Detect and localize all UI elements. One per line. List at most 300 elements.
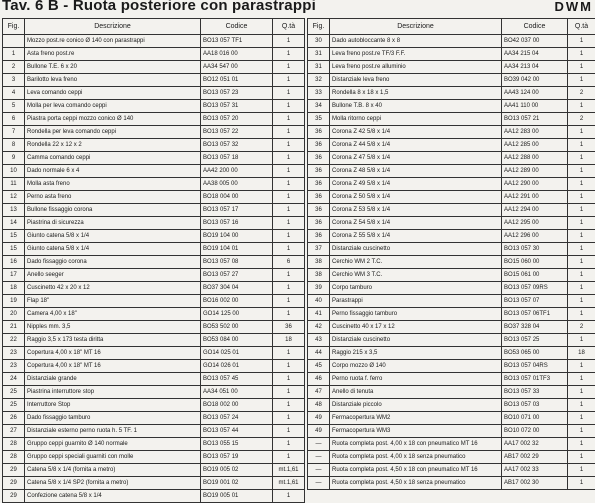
description-cell: Distanziale grande [25, 373, 201, 386]
fig-cell: 15 [3, 230, 25, 243]
description-cell: Barilotto leva freno [25, 74, 201, 87]
qty-cell: 1 [273, 412, 305, 425]
col-header-qty: Q.tà [568, 19, 595, 35]
table-row [3, 256, 305, 269]
col-header-description: Descrizione [25, 19, 201, 35]
description-cell: Ruota completa post. 4,50 x 18 senza pneumatico [330, 477, 502, 490]
table-row [3, 35, 305, 48]
code-cell: AA12 289 00 [502, 165, 568, 178]
description-cell: Perno asta freno [25, 191, 201, 204]
description-cell: Copertura 4,00 x 18" MT 16 [25, 360, 201, 373]
description-cell: Rondella per leva comando ceppi [25, 126, 201, 139]
qty-cell: 1 [568, 412, 595, 425]
code-cell: GO14 026 01 [201, 360, 273, 373]
fig-cell: 5 [3, 100, 25, 113]
description-cell: Corona Z 53 5/8 x 1/4 [330, 204, 502, 217]
code-cell: GO14 025 01 [201, 347, 273, 360]
table-row [3, 425, 305, 438]
fig-cell: — [308, 451, 330, 464]
fig-cell: 46 [308, 373, 330, 386]
qty-cell: 1 [568, 256, 595, 269]
code-cell: BO16 002 00 [201, 295, 273, 308]
fig-cell: 28 [3, 438, 25, 451]
table-row [308, 321, 595, 334]
fig-cell: 47 [308, 386, 330, 399]
code-cell: AA17 002 33 [502, 464, 568, 477]
description-cell: Copertura 4,00 x 18" MT 16 [25, 347, 201, 360]
fig-cell: 29 [3, 490, 25, 503]
code-cell: BO13 057 45 [201, 373, 273, 386]
code-cell: AA12 295 00 [502, 217, 568, 230]
table-row [3, 360, 305, 373]
description-cell: Corona Z 55 5/8 x 1/4 [330, 230, 502, 243]
qty-cell: 1 [273, 139, 305, 152]
table-row [3, 74, 305, 87]
description-cell: Distanziale esterno perno ruota h. 5 TF. 1 [25, 425, 201, 438]
fig-cell: 20 [3, 308, 25, 321]
fig-cell: 33 [308, 87, 330, 100]
description-cell: Piastra porta ceppi mozzo conico Ø 140 [25, 113, 201, 126]
fig-cell: 36 [308, 126, 330, 139]
code-cell: BO13 057 23 [201, 87, 273, 100]
table-row [308, 425, 595, 438]
description-cell: Catena 5/8 x 1/4 (fornita a metro) [25, 464, 201, 477]
qty-cell: 1 [568, 282, 595, 295]
code-cell: BO13 057 33 [502, 386, 568, 399]
table-row [308, 204, 595, 217]
col-header-qty: Q.tà [273, 19, 305, 35]
fig-cell: 48 [308, 399, 330, 412]
qty-cell: 1 [568, 35, 595, 48]
qty-cell: 1 [568, 126, 595, 139]
code-cell: BO13 057 03 [502, 399, 568, 412]
description-cell: Confezione catena 5/8 x 1/4 [25, 490, 201, 503]
code-cell: BO13 057 20 [201, 113, 273, 126]
code-cell: BO13 057 06TF1 [502, 308, 568, 321]
code-cell: BO13 057 19 [201, 451, 273, 464]
qty-cell: 1 [568, 386, 595, 399]
table-row [3, 165, 305, 178]
qty-cell: 1 [273, 230, 305, 243]
fig-cell: — [308, 464, 330, 477]
fig-cell: 6 [3, 113, 25, 126]
qty-cell: 1 [273, 126, 305, 139]
fig-cell: 36 [308, 152, 330, 165]
qty-cell: 1 [568, 74, 595, 87]
qty-cell: mt.1,61 [273, 464, 305, 477]
description-cell: Dado fissaggio corona [25, 256, 201, 269]
qty-cell: 1 [273, 438, 305, 451]
qty-cell: 1 [273, 282, 305, 295]
qty-cell: 1 [568, 100, 595, 113]
code-cell: BO19 001 02 [201, 477, 273, 490]
qty-cell: 1 [568, 191, 595, 204]
qty-cell: 1 [568, 334, 595, 347]
code-cell: AA18 016 00 [201, 48, 273, 61]
qty-cell: 1 [568, 295, 595, 308]
code-cell: BO13 057 27 [201, 269, 273, 282]
fig-cell [3, 35, 25, 48]
code-cell: BO19 104 01 [201, 243, 273, 256]
description-cell: Cerchio WM 2 T.C. [330, 256, 502, 269]
table-row [3, 230, 305, 243]
table-row [3, 113, 305, 126]
description-cell: Asta freno post.re [25, 48, 201, 61]
qty-cell: 1 [273, 360, 305, 373]
qty-cell: 1 [273, 386, 305, 399]
code-cell: BO37 328 04 [502, 321, 568, 334]
table-row [308, 48, 595, 61]
table-row [308, 152, 595, 165]
fig-cell: 10 [3, 165, 25, 178]
table-row [308, 217, 595, 230]
description-cell: Leva comando ceppi [25, 87, 201, 100]
qty-cell: 1 [568, 373, 595, 386]
qty-cell: 1 [568, 204, 595, 217]
description-cell: Rondella 22 x 12 x 2 [25, 139, 201, 152]
code-cell: BO13 057 TF1 [201, 35, 273, 48]
code-cell: AA12 283 00 [502, 126, 568, 139]
code-cell: BO37 304 04 [201, 282, 273, 295]
qty-cell: 1 [273, 399, 305, 412]
table-row [3, 152, 305, 165]
fig-cell: 41 [308, 308, 330, 321]
code-cell: AA34 547 00 [201, 61, 273, 74]
table-row [308, 477, 595, 490]
fig-cell: 36 [308, 230, 330, 243]
description-cell: Flap 18" [25, 295, 201, 308]
code-cell: BO12 051 01 [201, 74, 273, 87]
page-title: Tav. 6 B - Ruota posteriore con parastrappi [2, 0, 316, 14]
qty-cell: 1 [568, 360, 595, 373]
table-row [308, 230, 595, 243]
description-cell: Mozzo post.re conico Ø 140 con parastrappi [25, 35, 201, 48]
description-cell: Dado autobloccante 8 x 8 [330, 35, 502, 48]
fig-cell: 26 [3, 412, 25, 425]
description-cell: Giunto catena 5/8 x 1/4 [25, 243, 201, 256]
col-header-fig: Fig. [3, 19, 25, 35]
fig-cell: 16 [3, 256, 25, 269]
fig-cell: 36 [308, 217, 330, 230]
table-header-row [3, 19, 305, 35]
table-row [308, 87, 595, 100]
qty-cell: 2 [568, 113, 595, 126]
table-row [3, 321, 305, 334]
description-cell: Cuscinetto 42 x 20 x 12 [25, 282, 201, 295]
description-cell: Corona Z 47 5/8 x 1/4 [330, 152, 502, 165]
table-row [308, 438, 595, 451]
table-row [308, 451, 595, 464]
table-row [308, 464, 595, 477]
table-row [3, 412, 305, 425]
table-row [308, 360, 595, 373]
description-cell: Distanziale cuscinetto [330, 243, 502, 256]
code-cell: BO13 057 17 [201, 204, 273, 217]
description-cell: Piastrina interruttore stop [25, 386, 201, 399]
fig-cell: 7 [3, 126, 25, 139]
description-cell: Ruota completa post. 4,00 x 18 con pneumatico MT 16 [330, 438, 502, 451]
code-cell: AA12 285 00 [502, 139, 568, 152]
fig-cell: 25 [3, 386, 25, 399]
code-cell: AA43 124 00 [502, 87, 568, 100]
table-row [3, 282, 305, 295]
description-cell: Camma comando ceppi [25, 152, 201, 165]
table-row [3, 191, 305, 204]
code-cell: BO19 005 01 [201, 490, 273, 503]
qty-cell: 1 [568, 451, 595, 464]
fig-cell: 13 [3, 204, 25, 217]
table-row [308, 412, 595, 425]
code-cell: BO39 042 00 [502, 74, 568, 87]
qty-cell: 1 [568, 152, 595, 165]
table-row [3, 399, 305, 412]
table-row [3, 386, 305, 399]
fig-cell: 23 [3, 360, 25, 373]
description-cell: Ruota completa post. 4,50 x 18 con pneumatico MT 16 [330, 464, 502, 477]
code-cell: BO18 004 00 [201, 191, 273, 204]
description-cell: Catena 5/8 x 1/4 SP2 (fornita a metro) [25, 477, 201, 490]
description-cell: Rondella 8 x 18 x 1,5 [330, 87, 502, 100]
fig-cell: 44 [308, 347, 330, 360]
description-cell: Distanziale leva freno [330, 74, 502, 87]
qty-cell: 1 [273, 87, 305, 100]
fig-cell: 25 [3, 399, 25, 412]
qty-cell: 1 [568, 425, 595, 438]
fig-cell: 36 [308, 178, 330, 191]
description-cell: Fermacopertura WM3 [330, 425, 502, 438]
code-cell: BO13 057 08 [201, 256, 273, 269]
code-cell: BO53 502 00 [201, 321, 273, 334]
fig-cell: 21 [3, 321, 25, 334]
fig-cell: 37 [308, 243, 330, 256]
table-row [3, 204, 305, 217]
qty-cell: 1 [273, 204, 305, 217]
qty-cell: 1 [568, 61, 595, 74]
fig-cell: 38 [308, 269, 330, 282]
fig-cell: 15 [3, 243, 25, 256]
qty-cell: 1 [273, 152, 305, 165]
description-cell: Nipples mm. 3,5 [25, 321, 201, 334]
code-cell: GO14 125 00 [201, 308, 273, 321]
fig-cell: 14 [3, 217, 25, 230]
description-cell: Corona Z 42 5/8 x 1/4 [330, 126, 502, 139]
table-row [308, 165, 595, 178]
fig-cell: 49 [308, 412, 330, 425]
table-row [308, 191, 595, 204]
code-cell: AA12 294 00 [502, 204, 568, 217]
qty-cell: 1 [273, 35, 305, 48]
fig-cell: 31 [308, 61, 330, 74]
qty-cell: 1 [568, 269, 595, 282]
description-cell: Bullone T.E. 6 x 20 [25, 61, 201, 74]
qty-cell: 1 [568, 48, 595, 61]
table-row [3, 87, 305, 100]
fig-cell: 24 [3, 373, 25, 386]
fig-cell: 3 [3, 74, 25, 87]
fig-cell: 4 [3, 87, 25, 100]
table-row [3, 178, 305, 191]
description-cell: Gruppo ceppi guarnito Ø 140 normale [25, 438, 201, 451]
description-cell: Perno ruota f. ferro [330, 373, 502, 386]
description-cell: Ruota completa post. 4,00 x 18 senza pneumatico [330, 451, 502, 464]
table-row [308, 74, 595, 87]
code-cell: BO10 072 00 [502, 425, 568, 438]
table-row [308, 61, 595, 74]
table-row [3, 347, 305, 360]
table-row [3, 490, 305, 503]
table-row [3, 217, 305, 230]
qty-cell: 1 [273, 74, 305, 87]
qty-cell: 1 [273, 178, 305, 191]
code-cell: AA17 002 32 [502, 438, 568, 451]
fig-cell: 1 [3, 48, 25, 61]
code-cell: BO42 037 00 [502, 35, 568, 48]
qty-cell: 1 [273, 295, 305, 308]
qty-cell: 2 [568, 321, 595, 334]
table-row [3, 243, 305, 256]
fig-cell: 36 [308, 204, 330, 217]
fig-cell: 22 [3, 334, 25, 347]
table-row [308, 282, 595, 295]
code-cell: AA34 051 00 [201, 386, 273, 399]
parts-table-left [2, 18, 305, 503]
fig-cell: — [308, 438, 330, 451]
col-header-code: Codice [201, 19, 273, 35]
qty-cell: 1 [273, 243, 305, 256]
table-row [3, 126, 305, 139]
fig-cell: 30 [308, 35, 330, 48]
fig-cell: 36 [308, 165, 330, 178]
fig-cell: 18 [3, 282, 25, 295]
fig-cell: 8 [3, 139, 25, 152]
code-cell: BO13 057 01TF3 [502, 373, 568, 386]
table-row [308, 243, 595, 256]
fig-cell: 43 [308, 334, 330, 347]
table-row [3, 438, 305, 451]
table-row [308, 178, 595, 191]
description-cell: Interruttore Stop [25, 399, 201, 412]
qty-cell: 1 [568, 230, 595, 243]
code-cell: BO53 084 00 [201, 334, 273, 347]
table-row [3, 295, 305, 308]
table-row [308, 399, 595, 412]
code-cell: BO13 055 15 [201, 438, 273, 451]
code-cell: BO13 057 30 [502, 243, 568, 256]
qty-cell: 1 [273, 61, 305, 74]
fig-cell: 32 [308, 74, 330, 87]
table-row [3, 464, 305, 477]
fig-cell: — [308, 477, 330, 490]
code-cell: BO13 057 44 [201, 425, 273, 438]
fig-cell: 39 [308, 282, 330, 295]
table-row [308, 100, 595, 113]
code-cell: AA34 215 04 [502, 48, 568, 61]
table-row [308, 35, 595, 48]
description-cell: Corpo tamburo [330, 282, 502, 295]
col-header-description: Descrizione [330, 19, 502, 35]
fig-cell: 34 [308, 100, 330, 113]
table-row [3, 308, 305, 321]
table-row [308, 256, 595, 269]
fig-cell: 2 [3, 61, 25, 74]
description-cell: Cerchio WM 3 T.C. [330, 269, 502, 282]
fig-cell: 36 [308, 191, 330, 204]
qty-cell: 1 [568, 217, 595, 230]
fig-cell: 45 [308, 360, 330, 373]
code-cell: BO18 002 00 [201, 399, 273, 412]
qty-cell: 1 [568, 477, 595, 490]
code-cell: BO15 061 00 [502, 269, 568, 282]
qty-cell: 1 [568, 139, 595, 152]
description-cell: Corpo mozzo Ø 140 [330, 360, 502, 373]
col-header-fig: Fig. [308, 19, 330, 35]
fig-cell: 35 [308, 113, 330, 126]
description-cell: Molla asta freno [25, 178, 201, 191]
code-cell: BO13 057 18 [201, 152, 273, 165]
description-cell: Molla ritorno ceppi [330, 113, 502, 126]
qty-cell: 1 [273, 347, 305, 360]
code-cell: BO10 071 00 [502, 412, 568, 425]
code-cell: AA12 290 00 [502, 178, 568, 191]
fig-cell: 9 [3, 152, 25, 165]
description-cell: Camera 4,00 x 18" [25, 308, 201, 321]
fig-cell: 31 [308, 48, 330, 61]
table-row [3, 373, 305, 386]
fig-cell: 12 [3, 191, 25, 204]
description-cell: Bullone T.B. 8 x 40 [330, 100, 502, 113]
qty-cell: 1 [568, 178, 595, 191]
table-row [3, 61, 305, 74]
description-cell: Leva freno post.re alluminio [330, 61, 502, 74]
description-cell: Parastrappi [330, 295, 502, 308]
code-cell: BO19 005 02 [201, 464, 273, 477]
code-cell: BO13 057 22 [201, 126, 273, 139]
description-cell: Leva freno post.re TF/3 F.F. [330, 48, 502, 61]
description-cell: Gruppo ceppi speciali guarniti con molle [25, 451, 201, 464]
description-cell: Corona Z 49 5/8 x 1/4 [330, 178, 502, 191]
code-cell: AA42 200 00 [201, 165, 273, 178]
code-cell: AA38 005 00 [201, 178, 273, 191]
code-cell: BO13 057 31 [201, 100, 273, 113]
qty-cell: 6 [273, 256, 305, 269]
qty-cell: 1 [273, 425, 305, 438]
code-cell: BO13 057 32 [201, 139, 273, 152]
qty-cell: 18 [273, 334, 305, 347]
table-row [308, 347, 595, 360]
description-cell: Perno fissaggio tamburo [330, 308, 502, 321]
qty-cell: 1 [273, 48, 305, 61]
description-cell: Corona Z 54 5/8 x 1/4 [330, 217, 502, 230]
qty-cell: 1 [568, 399, 595, 412]
qty-cell: 1 [568, 243, 595, 256]
description-cell: Cuscinetto 40 x 17 x 12 [330, 321, 502, 334]
col-header-code: Codice [502, 19, 568, 35]
qty-cell: 1 [568, 438, 595, 451]
description-cell: Raggio 215 x 3,5 [330, 347, 502, 360]
qty-cell: 1 [273, 490, 305, 503]
table-row [3, 451, 305, 464]
description-cell: Anello di tenuta [330, 386, 502, 399]
qty-cell: 1 [273, 191, 305, 204]
fig-cell: 29 [3, 477, 25, 490]
table-row [308, 308, 595, 321]
qty-cell: 1 [273, 165, 305, 178]
code-cell: AB17 002 29 [502, 451, 568, 464]
table-row [308, 334, 595, 347]
table-row [308, 373, 595, 386]
description-cell: Dado fissaggio tamburo [25, 412, 201, 425]
table-row [3, 334, 305, 347]
